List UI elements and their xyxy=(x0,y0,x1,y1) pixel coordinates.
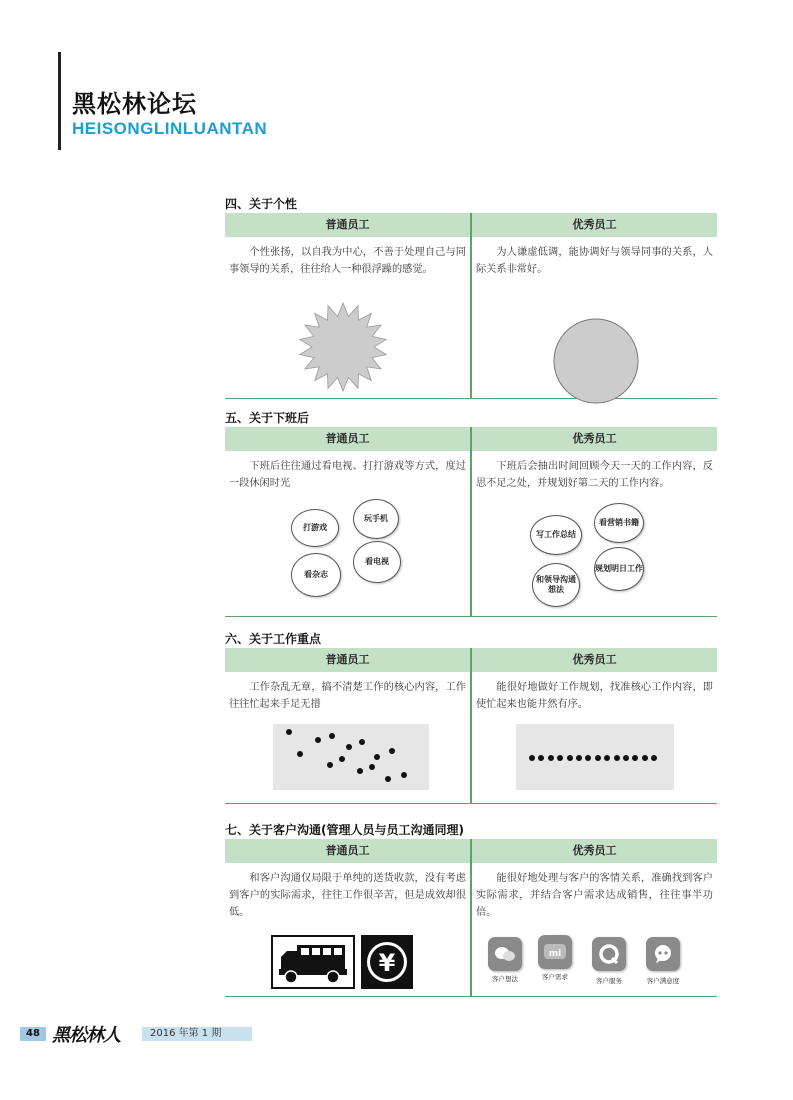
app-label: 客户满意度 xyxy=(646,977,680,985)
dot xyxy=(651,755,657,761)
excellent-text: 能很好地处理与客户的客情关系，准确找到客户实际需求，并结合客户需求达成销售，往往事半功倍。 xyxy=(476,873,713,918)
magazine-logo: 黑松林人 xyxy=(52,1025,120,1046)
dot xyxy=(595,755,601,761)
dot xyxy=(297,751,303,757)
dot xyxy=(329,733,335,739)
chat-app-icon xyxy=(488,937,522,971)
excellent-text: 能很好地做好工作规划，找准核心工作内容，即使忙起来也能井然有序。 xyxy=(476,682,713,710)
section-after-work xyxy=(225,409,717,617)
bubble-talk-leader: 和领导沟通想法 xyxy=(532,563,580,607)
page-number: 48 xyxy=(20,1027,46,1041)
dot xyxy=(385,776,391,782)
svg-text:mi: mi xyxy=(548,949,562,959)
section-title: 六、关于工作重点 xyxy=(225,632,322,646)
ordinary-column xyxy=(225,213,470,398)
dot xyxy=(286,729,292,735)
magazine-title-cn: 黑松林论坛 xyxy=(72,90,197,118)
dot xyxy=(576,755,582,761)
bubble-work-summary: 写工作总结 xyxy=(530,515,582,555)
excellent-column xyxy=(472,427,717,616)
app-label: 客户想法 xyxy=(492,975,518,983)
excellent-column xyxy=(472,839,717,996)
dot xyxy=(604,755,610,761)
bubble-magazine: 看杂志 xyxy=(291,553,341,597)
dot xyxy=(632,755,638,761)
ordinary-header: 普通员工 xyxy=(225,648,470,672)
ordinary-text: 下班后往往通过看电视、打打游戏等方式，度过一段休闲时光 xyxy=(229,461,466,489)
section-title: 七、关于客户沟通(管理人员与员工沟通同理) xyxy=(225,823,464,837)
comparison-grid xyxy=(225,427,717,617)
feedback-app-icon xyxy=(646,937,680,971)
truck-icon xyxy=(271,935,355,989)
ordinary-column xyxy=(225,427,470,616)
mi-app-icon xyxy=(538,935,572,969)
excellent-header: 优秀员工 xyxy=(472,648,717,672)
header-accent-bar xyxy=(58,52,61,150)
comparison-grid xyxy=(225,839,717,997)
comparison-grid xyxy=(225,648,717,804)
excellent-column xyxy=(472,213,717,398)
aligned-dots xyxy=(516,724,674,790)
dot xyxy=(623,755,629,761)
ordinary-column xyxy=(225,648,470,803)
bubble-phone: 玩手机 xyxy=(353,499,399,539)
dot xyxy=(357,768,363,774)
section-customer-communication xyxy=(225,821,717,997)
excellent-header: 优秀员工 xyxy=(472,427,717,451)
dot xyxy=(327,762,333,768)
ordinary-header: 普通员工 xyxy=(225,839,470,863)
excellent-header: 优秀员工 xyxy=(472,213,717,237)
dot xyxy=(557,755,563,761)
dot xyxy=(346,744,352,750)
bubble-gaming: 打游戏 xyxy=(291,509,339,547)
section-personality xyxy=(225,195,717,399)
dot xyxy=(389,748,395,754)
ordinary-header: 普通员工 xyxy=(225,213,470,237)
dot xyxy=(529,755,535,761)
starburst-shape xyxy=(297,301,397,393)
dot xyxy=(567,755,573,761)
excellent-column xyxy=(472,648,717,803)
bubble-tv: 看电视 xyxy=(353,541,401,583)
dot xyxy=(374,754,380,760)
bubble-plan-tomorrow: 规划明日工作 xyxy=(594,547,644,591)
yen-icon xyxy=(361,935,413,989)
section-title: 四、关于个性 xyxy=(225,197,298,211)
page-footer xyxy=(20,1025,232,1046)
excellent-text: 下班后会抽出时间回顾今天一天的工作内容，反思不足之处，并规划好第二天的工作内容。 xyxy=(476,461,713,489)
app-label: 客户需求 xyxy=(542,973,568,981)
svg-text:¥: ¥ xyxy=(378,949,396,977)
dot xyxy=(585,755,591,761)
dot xyxy=(538,755,544,761)
ordinary-text: 和客户沟通仅局限于单纯的送货收款，没有考虑到客户的实际需求，往往工作很辛苦，但是成效却很低。 xyxy=(229,873,466,918)
comparison-grid xyxy=(225,213,717,399)
dot xyxy=(315,737,321,743)
excellent-header: 优秀员工 xyxy=(472,839,717,863)
q-app-icon xyxy=(592,937,626,971)
dot xyxy=(369,764,375,770)
bubble-sales-books: 看营销书籍 xyxy=(594,503,644,543)
dot xyxy=(401,772,407,778)
scattered-dots xyxy=(273,724,429,790)
ordinary-text: 工作杂乱无章，搞不清楚工作的核心内容，工作往往忙起来手足无措 xyxy=(229,682,466,710)
section-title: 五、关于下班后 xyxy=(225,411,310,425)
dot xyxy=(339,756,345,762)
dot xyxy=(548,755,554,761)
section-work-focus xyxy=(225,630,717,804)
dot xyxy=(642,755,648,761)
circle-shape xyxy=(552,317,642,407)
ordinary-text: 个性张扬，以自我为中心，不善于处理自己与同事领导的关系，往往给人一种很浮躁的感觉。 xyxy=(229,247,466,275)
app-label: 客户服务 xyxy=(596,977,622,985)
issue-label: 2016 年第 1 期 xyxy=(142,1027,252,1041)
ordinary-header: 普通员工 xyxy=(225,427,470,451)
ordinary-column xyxy=(225,839,470,996)
magazine-title-en: HEISONGLINLUANTAN xyxy=(72,119,268,138)
excellent-text: 为人谦虚低调，能协调好与领导同事的关系，人际关系非常好。 xyxy=(476,247,713,275)
dot xyxy=(359,739,365,745)
dot xyxy=(614,755,620,761)
